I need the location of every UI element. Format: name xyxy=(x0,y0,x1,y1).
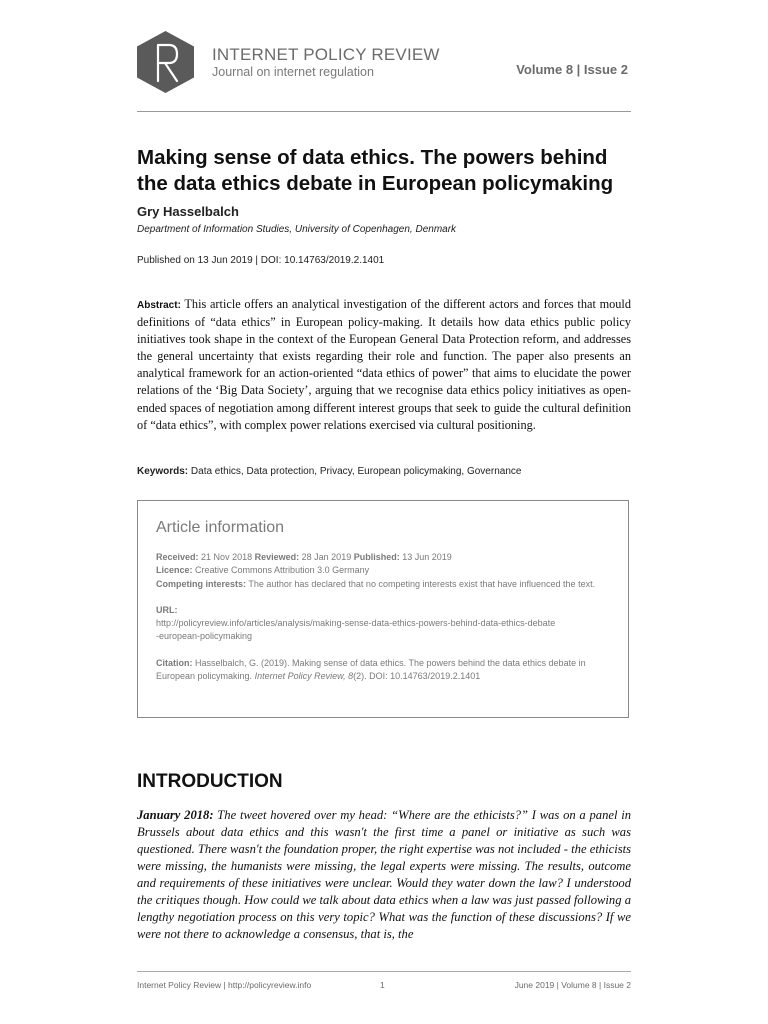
article-url-line-1[interactable]: http://policyreview.info/articles/analysis/making-sense-data-ethics-powers-behind-data-ethics-debate xyxy=(156,618,556,629)
citation-text: Hasselbalch, G. (2019). Making sense of data ethics. The powers behind the data ethics debate in European policymaking. xyxy=(156,657,586,682)
article-info-box xyxy=(137,500,629,718)
competing-line xyxy=(156,578,614,591)
ipr-logo-icon xyxy=(137,31,194,93)
dates-line xyxy=(156,551,614,564)
author-name: Gry Hasselbalch xyxy=(137,204,239,219)
reviewed-value: 28 Jan 2019 xyxy=(301,552,352,562)
article-title: Making sense of data ethics. The powers behind the data ethics debate in European policymaking xyxy=(137,146,614,195)
page-number: 1 xyxy=(380,980,385,990)
article-info-body xyxy=(156,551,614,683)
citation-tail: (2). DOI: 10.14763/2019.2.1401 xyxy=(353,671,481,682)
published-label: Published: xyxy=(353,552,400,562)
article-url-line-2[interactable]: -european-policymaking xyxy=(156,631,253,642)
abstract-label: Abstract: xyxy=(137,300,181,311)
citation-label: Citation: xyxy=(156,657,193,668)
author-affiliation: Department of Information Studies, University of Copenhagen, Denmark xyxy=(137,224,457,235)
licence-label: Licence: xyxy=(156,565,193,576)
article-info-title: Article information xyxy=(156,519,285,536)
citation-journal: Internet Policy Review, 8 xyxy=(254,671,354,682)
abstract-text: This article offers an analytical investigation of the different actors and forces that mould definitions of “data ethics” in European policy-making. It details how data ethics public policy initiatives took shape in the context of the European General Data Protection reform, and addresses the general uncertainty that exists regarding their role and function. The paper also presents an analytical framework for an action-oriented “data ethics of power” that aims to elucidate the power relations of the ‘Big Data Society’, arguing that we recognise data ethics policy initiatives as open-ended spaces of negotiation among different interest groups that seek to guide the cultural definition of “data ethics”, with complex power relations exercised via cultural positioning. xyxy=(137,297,631,432)
published-line: Published on 13 Jun 2019 | DOI: 10.14763/2019.2.1401 xyxy=(137,255,385,266)
introduction-paragraph xyxy=(137,807,631,943)
url-label: URL: xyxy=(156,604,178,615)
url-label-line xyxy=(156,604,614,617)
journal-name: INTERNET POLICY REVIEW xyxy=(212,45,440,64)
volume-issue: Volume 8 | Issue 2 xyxy=(516,62,628,77)
journal-subtitle: Journal on internet regulation xyxy=(212,65,374,79)
published-value: 13 Jun 2019 xyxy=(402,552,452,562)
citation-line xyxy=(156,657,614,684)
received-label: Received: xyxy=(156,552,199,562)
keywords-text: Data ethics, Data protection, Privacy, European policymaking, Governance xyxy=(190,466,522,477)
competing-label: Competing interests: xyxy=(156,578,247,589)
header-divider xyxy=(137,111,631,112)
footer-divider xyxy=(137,971,631,972)
received-value: 21 Nov 2018 xyxy=(201,552,253,562)
intro-text: The tweet hovered over my head: “Where are the ethicists?” I was on a panel in Brussels about data ethics and this wasn't the first time a panel or initiative as such was questioned. There wasn't the foundation proper, the right expertise was not included - the ethicists were missing, the humanists were missing, the legal experts were missing. The results, outcome and requirements of these initiatives were unclear. Would they water down the law? I understood the critiques though. How could we talk about data ethics when a law was just passed following a lengthy negotiation process on this very topic? What was the function of these discussions? If we were not there to acknowledge a consensus, that is, the xyxy=(137,808,632,941)
reviewed-label: Reviewed: xyxy=(254,552,300,562)
footer-left: Internet Policy Review | http://policyreview.info xyxy=(137,980,312,990)
licence-line xyxy=(156,564,614,577)
intro-date-label: January 2018: xyxy=(137,808,214,822)
keywords xyxy=(137,466,521,477)
competing-value: The author has declared that no competing interests exist that have influenced the text. xyxy=(248,578,596,589)
licence-value: Creative Commons Attribution 3.0 Germany xyxy=(195,565,370,576)
introduction-heading: INTRODUCTION xyxy=(137,771,283,792)
keywords-label: Keywords: xyxy=(137,466,189,477)
footer-right: June 2019 | Volume 8 | Issue 2 xyxy=(514,980,631,990)
abstract xyxy=(137,296,631,434)
